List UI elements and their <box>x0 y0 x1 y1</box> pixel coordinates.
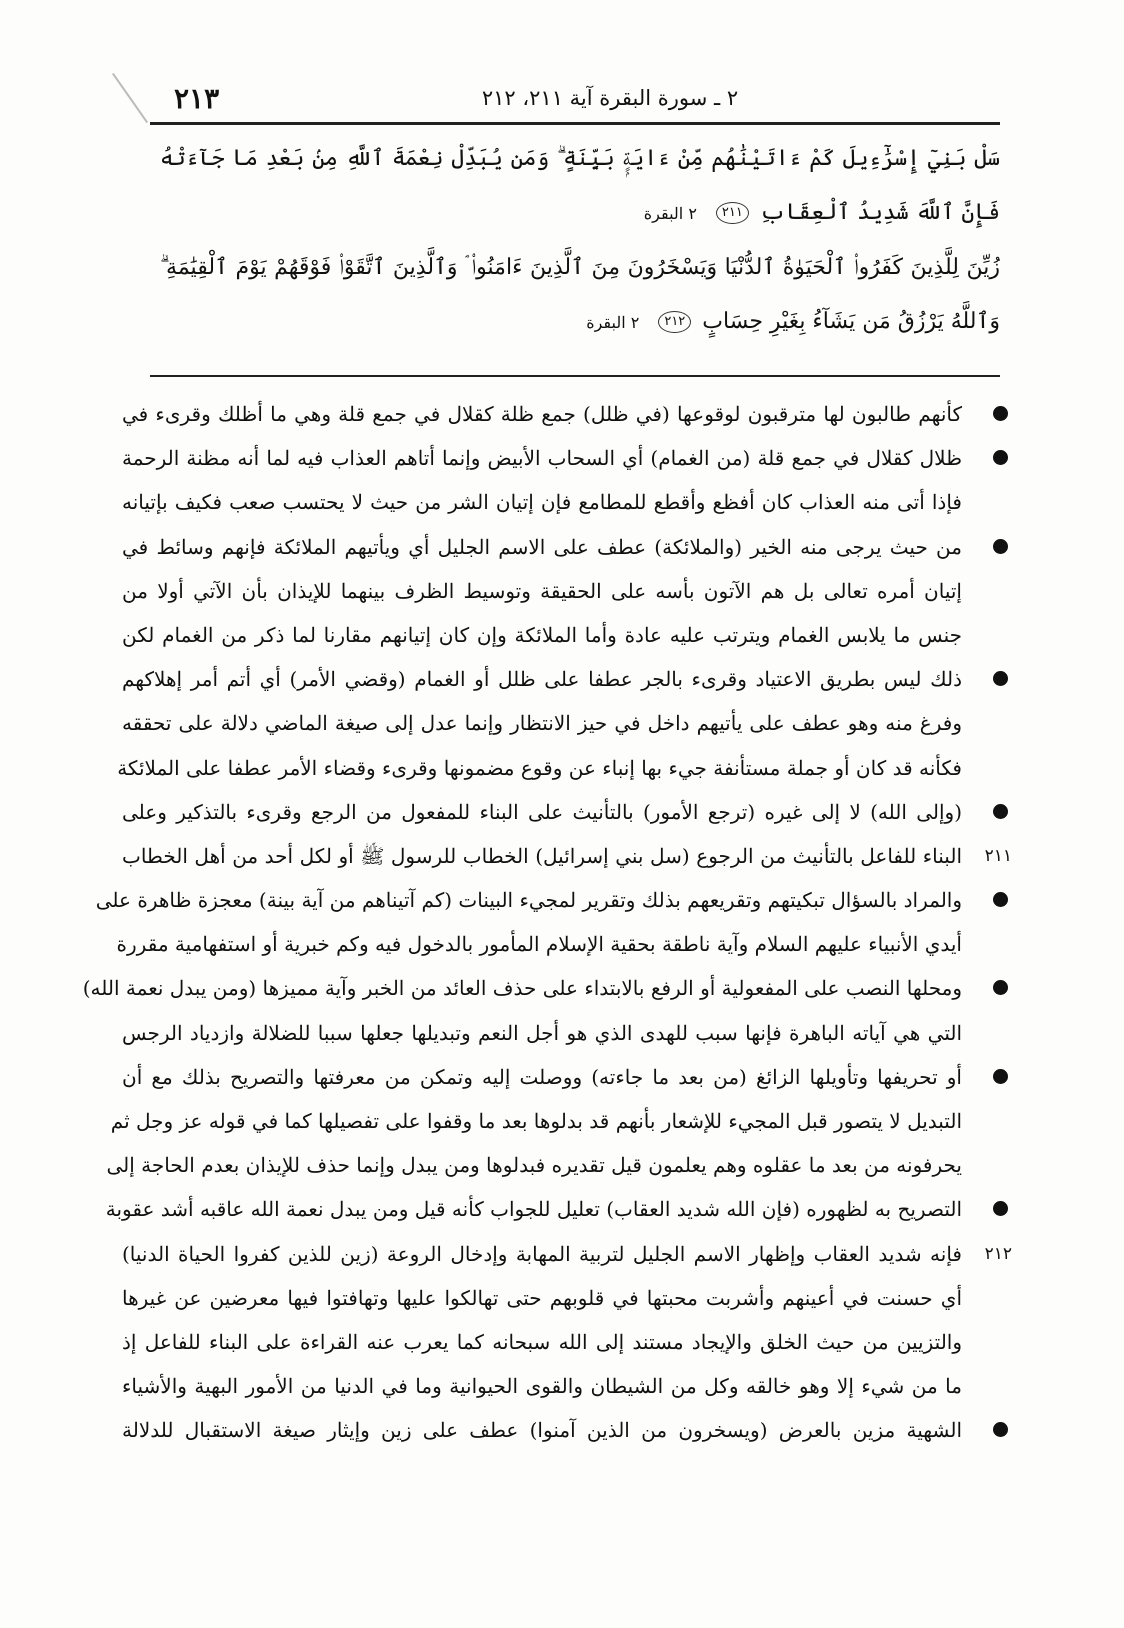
commentary-text: أي حسنت في أعينهم وأشربت محبتها في قلوبهم حتى تهالكوا عليها وتهافتوا فيها معرضين عن غيرها <box>122 1285 962 1310</box>
bullet-dot-icon <box>993 892 1008 907</box>
commentary-line <box>95 878 1008 922</box>
commentary-line <box>118 1011 1008 1055</box>
commentary-line <box>118 1320 1008 1364</box>
verse-text: زُيِّنَ لِلَّذِينَ كَفَرُوا۟ ٱلْحَيَوٰةُ ٱلدُّنْيَا وَيَسْخَرُونَ مِنَ ٱلَّذِينَ ءَامَنُوا۟ ۘ وَٱلَّذِينَ ٱتَّقَوْا۟ فَوْقَهُمْ يَوْمَ ٱلْقِيَٰمَةِ ۗ وَٱللَّهُ يَرْزُقُ مَن يَشَآءُ بِغَيْرِ حِسَابٍ <box>160 255 1000 334</box>
commentary-text: فإنه شديد العقاب وإظهار الاسم الجليل لتربية المهابة وإدخال الروعة (زين للذين كفروا الحياة الدنيا) <box>122 1241 962 1266</box>
commentary-line <box>118 436 1008 480</box>
quran-verses <box>160 132 1000 350</box>
commentary-text: جنس ما يلابس الغمام ويترتب عليه عادة وأما الملائكة وإن كان إتيانهم مقارنا لما ذكر من الغمام لكن <box>122 622 962 647</box>
verse-text: سَلْ بَنِيٓ إِسْرَٰٓءِيلَ كَمْ ءَاتَيْنَٰهُم مِّنْ ءَايَةٍۭ بَيِّنَةٍ ۗ وَمَن يُبَدِّلْ نِعْمَةَ ٱللَّهِ مِنۢ بَعْدِ مَا جَآءَتْهُ فَإِنَّ ٱللَّهَ شَدِيدُ ٱلْعِقَابِ <box>160 146 1000 225</box>
verse-number-marker: ٢١١ <box>716 202 749 224</box>
commentary-text: ما من شيء إلا وهو خالقه وكل من الشيطان والقوى الحيوانية وما في الدنيا من الأمور البهية والأشياء <box>122 1374 962 1399</box>
commentary-line <box>106 1143 1008 1187</box>
header-rule <box>150 122 1000 125</box>
commentary-text: أيدي الأنبياء عليهم السلام وآية ناطقة بحقية الإسلام المأمور بالدخول فيه وكم خبرية أو استفهامية مقررة <box>116 932 962 957</box>
bullet-dot-icon <box>993 1422 1008 1437</box>
bullet-dot-icon <box>993 406 1008 421</box>
commentary-text: وفرغ منه وهو عطف على يأتيهم داخل في حيز الانتظار وإنما عدل إلى صيغة الماضي دلالة على تحققه <box>122 711 962 736</box>
commentary-line <box>118 746 1008 790</box>
verse-reference: ٢ البقرة <box>586 313 640 332</box>
commentary-text: والتزيين من حيث الخلق والإيجاد مستند إلى الله سبحانه كما يعرب عنه القراءة على البناء للفاعل إذ <box>122 1329 962 1354</box>
verse-reference: ٢ البقرة <box>643 204 697 223</box>
commentary-line <box>110 1099 1008 1143</box>
bullet-dot-icon <box>993 671 1008 686</box>
commentary-line <box>118 922 1008 966</box>
commentary-text: التصريح به لظهوره (فإن الله شديد العقاب) تعليل للجواب كأنه قيل ومن يبدل نعمة الله عاقبه أشد عقوبة <box>105 1197 962 1222</box>
bullet-dot-icon <box>993 804 1008 819</box>
commentary-line <box>82 966 1008 1010</box>
commentary-line <box>118 480 1008 524</box>
margin-verse-number: ٢١١ <box>984 845 1012 866</box>
commentary-text: الشهية مزين بالعرض (ويسخرون من الذين آمنوا) عطف على زين وإيثار صيغة الاستقبال للدلالة <box>122 1418 962 1443</box>
commentary-line <box>118 1055 1008 1099</box>
commentary-text: ومحلها النصب على المفعولية أو الرفع بالابتداء على حذف العائد من الخبر وآية مميزها (ومن يبدل نعمة الله) <box>82 976 962 1001</box>
commentary-text: أو تحريفها وتأويلها الزائغ (من بعد ما جاءته) ووصلت إليه وتمكن من معرفتها والتصريح بذلك مع أن <box>122 1064 962 1089</box>
commentary-text: (وإلى الله) لا إلى غيره (ترجع الأمور) بالتأنيث على البناء للمفعول من الرجع وقرىء بالتذكير وعلى <box>122 799 962 824</box>
commentary-line <box>118 701 1008 745</box>
commentary-text: إتيان أمره تعالى بل هم الآتون بأسه على الحقيقة وتوسيط الظرف بينهما للإيذان بأن الآتي أولا من <box>122 578 962 603</box>
bullet-dot-icon <box>993 1069 1008 1084</box>
page-header <box>150 78 1000 118</box>
commentary-line <box>118 834 1012 878</box>
commentary-text: التبديل لا يتصور قبل المجيء للإشعار بأنهم قد بدلوها بعد ما وقفوا على تفصيلها كما في قوله عز وجل ثم <box>110 1109 962 1133</box>
bullet-dot-icon <box>993 450 1008 465</box>
commentary-text: فإذا أتى منه العذاب كان أفظع وأقطع للمطامع فإن إتيان الشر من حيث لا يحتسب صعب فكيف بإتيانه <box>122 490 962 515</box>
commentary-line <box>118 613 1008 657</box>
commentary-text: ظلال كقلال في جمع قلة (من الغمام) أي السحاب الأبيض وإنما أتاهم العذاب فيه لما أنه مظنة الرحمة <box>122 446 962 471</box>
bullet-dot-icon <box>993 980 1008 995</box>
decorative-stroke <box>112 73 148 123</box>
commentary-text: من حيث يرجى منه الخير (والملائكة) عطف على الاسم الجليل أي ويأتيهم الملائكة فإنهم وسائط في <box>122 534 962 559</box>
commentary-line <box>118 569 1008 613</box>
verse-212 <box>160 241 1000 350</box>
commentary-line <box>118 1364 1008 1408</box>
commentary-line <box>118 1276 1008 1320</box>
commentary-line <box>118 525 1008 569</box>
verse-211 <box>160 132 1000 241</box>
margin-verse-number: ٢١٢ <box>984 1243 1012 1264</box>
commentary-separator <box>150 375 1000 377</box>
commentary-line <box>118 790 1008 834</box>
commentary-text: البناء للفاعل بالتأنيث من الرجوع (سل بني إسرائيل) الخطاب للرسول ﷺ أو لكل أحد من أهل الخطاب <box>122 843 962 868</box>
commentary-line <box>105 1187 1008 1231</box>
bullet-dot-icon <box>993 1201 1008 1216</box>
commentary-text: فكأنه قد كان أو جملة مستأنفة جيء بها إنباء عن وقوع مضمونها وقرىء وقضاء الأمر عطفا على الملائكة <box>117 755 962 780</box>
verse-number-marker: ٢١٢ <box>658 311 691 333</box>
running-title: ٢ ـ سورة البقرة آية ٢١١، ٢١٢ <box>481 86 739 110</box>
commentary-line <box>118 1232 1012 1276</box>
commentary-text: ذلك ليس بطريق الاعتياد وقرىء بالجر عطفا على ظلل أو الغمام (وقضي الأمر) أي أتم أمر إهلاكهم <box>122 667 962 692</box>
commentary-text: والمراد بالسؤال تبكيتهم وتقريعهم بذلك وتقرير لمجيء البينات (كم آتيناهم من آية بينة) معجزة ظاهرة على <box>95 888 962 913</box>
commentary-text: كأنهم طالبون لها مترقبون لوقوعها (في ظلل) جمع ظلة كقلال في جمع قلة وهي ما أظلك وقرىء في <box>122 402 962 426</box>
commentary-line <box>118 392 1008 436</box>
commentary-text: يحرفونه من بعد ما عقلوه وهم يعلمون قيل تقديره فبدلوها ومن يبدل وإنما حذف للإيذان بعدم الحاجة إلى <box>106 1153 962 1178</box>
bullet-dot-icon <box>993 539 1008 554</box>
page-number: ٢١٣ <box>174 82 220 115</box>
commentary-body <box>82 392 1012 1453</box>
commentary-text: التي هي آياته الباهرة فإنها سبب للهدى الذي هو أجل النعم وتبديلها جعلها سببا للضلالة وازدياد الرجس <box>122 1020 962 1045</box>
commentary-line <box>118 1408 1008 1452</box>
commentary-line <box>118 657 1008 701</box>
